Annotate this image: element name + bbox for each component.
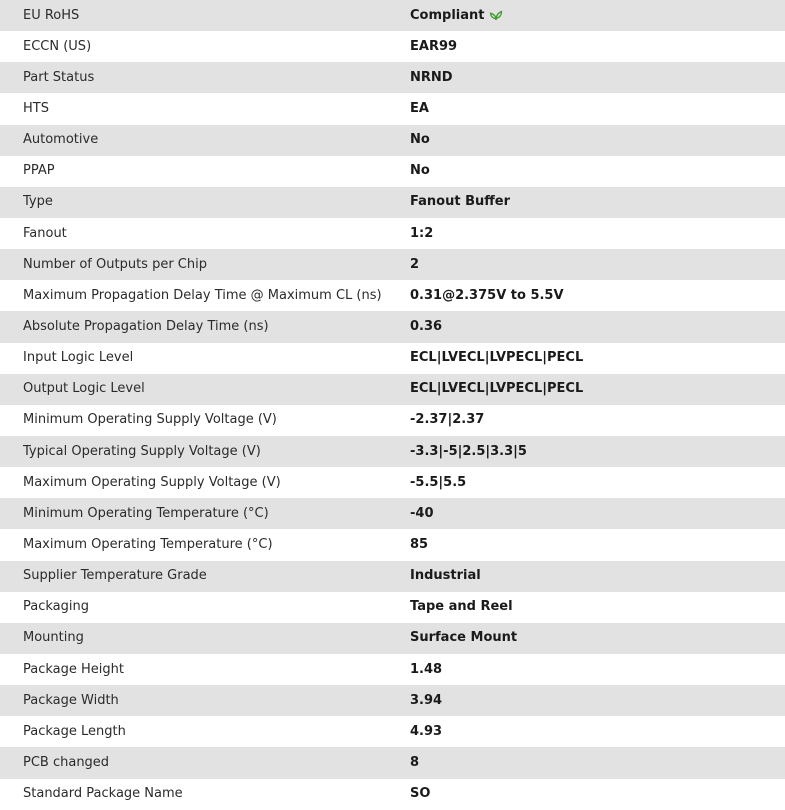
spec-value-text: Compliant <box>410 7 485 23</box>
spec-label: Part Status <box>0 62 387 93</box>
spec-row-package-length <box>0 716 785 747</box>
spec-row-max-supply-voltage <box>0 467 785 498</box>
spec-label: Package Width <box>0 685 387 716</box>
spec-value: ECL|LVECL|LVPECL|PECL <box>387 343 785 374</box>
spec-value <box>387 0 785 31</box>
spec-value: 0.31@2.375V to 5.5V <box>387 280 785 311</box>
spec-row-package-width <box>0 685 785 716</box>
spec-label: HTS <box>0 93 387 124</box>
spec-value: NRND <box>387 62 785 93</box>
spec-row-part-status <box>0 62 785 93</box>
spec-value: 4.93 <box>387 716 785 747</box>
spec-label: Packaging <box>0 592 387 623</box>
spec-label: Maximum Operating Supply Voltage (V) <box>0 467 387 498</box>
spec-row-max-temperature <box>0 529 785 560</box>
spec-label: Package Length <box>0 716 387 747</box>
spec-row-package-height <box>0 654 785 685</box>
spec-label: Typical Operating Supply Voltage (V) <box>0 436 387 467</box>
spec-value: No <box>387 125 785 156</box>
spec-row-eccn <box>0 31 785 62</box>
spec-value: 0.36 <box>387 311 785 342</box>
spec-row-min-supply-voltage <box>0 405 785 436</box>
spec-value: 1.48 <box>387 654 785 685</box>
spec-value: -40 <box>387 498 785 529</box>
spec-value: -5.5|5.5 <box>387 467 785 498</box>
spec-label: ECCN (US) <box>0 31 387 62</box>
spec-value: Fanout Buffer <box>387 187 785 218</box>
spec-value: EA <box>387 93 785 124</box>
spec-label: Package Height <box>0 654 387 685</box>
spec-value: 1:2 <box>387 218 785 249</box>
spec-row-hts <box>0 93 785 124</box>
spec-label: Input Logic Level <box>0 343 387 374</box>
spec-label: EU RoHS <box>0 0 387 31</box>
spec-row-max-propagation-delay <box>0 280 785 311</box>
spec-value: Tape and Reel <box>387 592 785 623</box>
spec-row-ppap <box>0 156 785 187</box>
spec-value: 2 <box>387 249 785 280</box>
spec-row-min-temperature <box>0 498 785 529</box>
spec-row-eu-rohs <box>0 0 785 31</box>
spec-row-input-logic-level <box>0 343 785 374</box>
leaf-icon <box>489 9 503 21</box>
spec-label: Maximum Propagation Delay Time @ Maximum CL (ns) <box>0 280 387 311</box>
spec-label: Minimum Operating Supply Voltage (V) <box>0 405 387 436</box>
spec-value: EAR99 <box>387 31 785 62</box>
spec-value: 3.94 <box>387 685 785 716</box>
spec-label: PCB changed <box>0 747 387 778</box>
spec-row-abs-propagation-delay <box>0 311 785 342</box>
spec-row-fanout <box>0 218 785 249</box>
spec-value: SO <box>387 779 785 810</box>
spec-value: Industrial <box>387 561 785 592</box>
spec-row-output-logic-level <box>0 374 785 405</box>
spec-label: Mounting <box>0 623 387 654</box>
spec-row-type <box>0 187 785 218</box>
spec-label: Automotive <box>0 125 387 156</box>
spec-row-pcb-changed <box>0 747 785 778</box>
spec-label: Standard Package Name <box>0 779 387 810</box>
spec-label: Number of Outputs per Chip <box>0 249 387 280</box>
spec-row-typ-supply-voltage <box>0 436 785 467</box>
spec-value: Surface Mount <box>387 623 785 654</box>
spec-row-mounting <box>0 623 785 654</box>
spec-value: No <box>387 156 785 187</box>
spec-label: Output Logic Level <box>0 374 387 405</box>
spec-label: Minimum Operating Temperature (°C) <box>0 498 387 529</box>
spec-label: Maximum Operating Temperature (°C) <box>0 529 387 560</box>
spec-value: -2.37|2.37 <box>387 405 785 436</box>
spec-label: Absolute Propagation Delay Time (ns) <box>0 311 387 342</box>
spec-value: ECL|LVECL|LVPECL|PECL <box>387 374 785 405</box>
spec-value: 8 <box>387 747 785 778</box>
spec-row-outputs-per-chip <box>0 249 785 280</box>
spec-label: PPAP <box>0 156 387 187</box>
spec-row-standard-package-name <box>0 779 785 810</box>
spec-value: -3.3|-5|2.5|3.3|5 <box>387 436 785 467</box>
spec-label: Supplier Temperature Grade <box>0 561 387 592</box>
spec-row-packaging <box>0 592 785 623</box>
spec-label: Type <box>0 187 387 218</box>
spec-value: 85 <box>387 529 785 560</box>
spec-row-temperature-grade <box>0 561 785 592</box>
spec-label: Fanout <box>0 218 387 249</box>
spec-row-automotive <box>0 125 785 156</box>
